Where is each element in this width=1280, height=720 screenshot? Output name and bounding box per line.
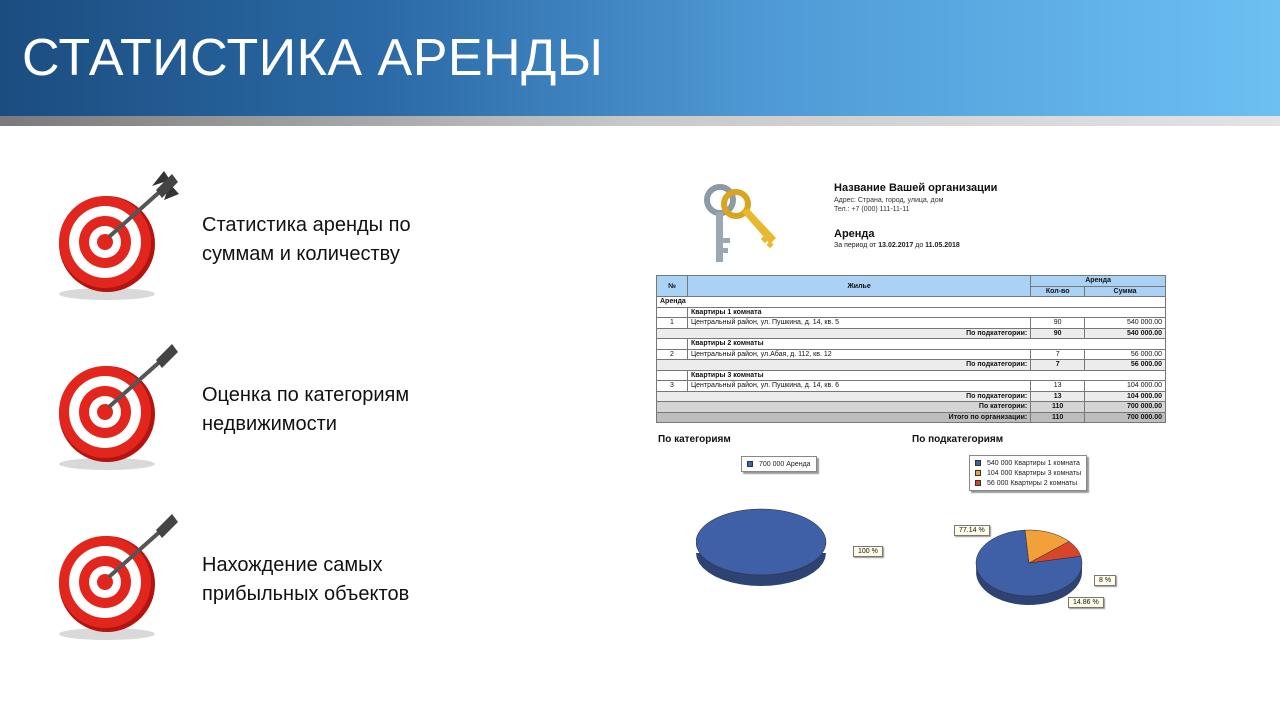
row-address: Центральный район, ул. Пушкина, д. 14, кв. 5	[687, 318, 1030, 329]
col-sum: Сумма	[1085, 286, 1166, 297]
legend-categories	[741, 456, 817, 472]
pie-chart-categories	[696, 500, 896, 630]
pie-chart-subcategories	[966, 515, 1136, 625]
bullet-line: суммам и количеству	[202, 243, 400, 265]
period-prefix: За период от	[834, 242, 877, 249]
group-row	[657, 307, 1166, 318]
data-label: 77.14 %	[954, 525, 990, 536]
report-period	[834, 242, 960, 249]
legend-item	[747, 459, 811, 469]
date-to: 11.05.2018	[925, 242, 960, 249]
legend-swatch	[975, 460, 981, 466]
report-title: Аренда	[834, 228, 875, 240]
row-num: 1	[657, 318, 688, 329]
group-name: Квартиры 2 комнаты	[687, 339, 1165, 350]
subtotal-sum: 56 000.00	[1085, 360, 1166, 371]
row-sum: 540 000.00	[1085, 318, 1166, 329]
org-name: Название Вашей организации	[834, 182, 998, 194]
row-num: 2	[657, 349, 688, 360]
rent-report	[656, 170, 1168, 630]
bullet-line: Оценка по категориям	[202, 384, 410, 406]
subtotal-row	[657, 360, 1166, 371]
target-dart-icon	[52, 166, 192, 306]
bullet-line: Статистика аренды по	[202, 214, 411, 236]
chart-title-subcategories: По подкатегориям	[912, 434, 1004, 445]
period-mid: до	[915, 242, 924, 249]
group-name: Квартиры 3 комнаты	[687, 370, 1165, 381]
section-row	[657, 297, 1166, 308]
row-count: 7	[1031, 349, 1085, 360]
subtotal-count: 13	[1031, 391, 1085, 402]
data-label: 14.86 %	[1068, 597, 1104, 608]
slide-header	[0, 0, 1280, 116]
col-housing: Жилье	[687, 276, 1030, 297]
pie-slice	[696, 509, 826, 575]
table-row	[657, 381, 1166, 392]
header-divider	[0, 116, 1280, 126]
row-address: Центральный район, ул. Пушкина, д. 14, кв. 6	[687, 381, 1030, 392]
legend-item	[975, 478, 1081, 488]
rent-table	[656, 275, 1166, 423]
org-address: Адрес: Страна, город, улица, дом	[834, 197, 944, 204]
bullet-line: прибыльных объектов	[202, 583, 410, 605]
row-sum: 56 000.00	[1085, 349, 1166, 360]
legend-swatch	[975, 480, 981, 486]
bullet-line: недвижимости	[202, 413, 337, 435]
table-row	[657, 318, 1166, 329]
row-num: 3	[657, 381, 688, 392]
bullet-text-2	[202, 381, 502, 439]
data-label: 8 %	[1094, 575, 1116, 586]
data-label: 100 %	[853, 546, 883, 557]
category-count: 110	[1031, 402, 1085, 413]
row-count: 13	[1031, 381, 1085, 392]
table-row	[657, 349, 1166, 360]
keys-icon	[698, 178, 788, 268]
subtotal-label: По подкатегории:	[657, 328, 1031, 339]
category-label: По категории:	[657, 402, 1031, 413]
group-row	[657, 339, 1166, 350]
date-from: 13.02.2017	[878, 242, 914, 249]
col-num: №	[657, 276, 688, 297]
total-label: Итого по организации:	[657, 412, 1031, 423]
org-phone: Тел.: +7 (000) 111-11-11	[834, 206, 910, 213]
total-sum: 700 000.00	[1085, 412, 1166, 423]
legend-subcategories	[969, 455, 1087, 491]
row-count: 90	[1031, 318, 1085, 329]
total-count: 110	[1031, 412, 1085, 423]
group-name: Квартиры 1 комната	[687, 307, 1165, 318]
legend-swatch	[975, 470, 981, 476]
subtotal-count: 7	[1031, 360, 1085, 371]
bullet-text-1	[202, 211, 502, 269]
legend-label: 56 000 Квартиры 2 комнаты	[987, 479, 1078, 487]
target-dart-icon	[52, 336, 192, 476]
group-row	[657, 370, 1166, 381]
grand-total-row	[657, 412, 1166, 423]
legend-label: 104 000 Квартиры 3 комнаты	[987, 469, 1082, 477]
category-total-row	[657, 402, 1166, 413]
subtotal-row	[657, 328, 1166, 339]
legend-swatch	[747, 461, 753, 467]
col-count: Кол-во	[1031, 286, 1085, 297]
legend-item	[975, 468, 1081, 478]
section-label: Аренда	[657, 297, 1166, 308]
target-dart-icon	[52, 506, 192, 646]
subtotal-sum: 104 000.00	[1085, 391, 1166, 402]
legend-item	[975, 458, 1081, 468]
row-sum: 104 000.00	[1085, 381, 1166, 392]
legend-label: 540 000 Квартиры 1 комната	[987, 459, 1080, 467]
subtotal-label: По подкатегории:	[657, 391, 1031, 402]
subtotal-sum: 540 000.00	[1085, 328, 1166, 339]
subtotal-count: 90	[1031, 328, 1085, 339]
slide-title: СТАТИСТИКА АРЕНДЫ	[22, 29, 604, 87]
chart-title-categories: По категориям	[658, 434, 731, 445]
table-header-row	[657, 276, 1166, 287]
subtotal-row	[657, 391, 1166, 402]
bullet-text-3	[202, 551, 502, 609]
category-sum: 700 000.00	[1085, 402, 1166, 413]
row-address: Центральный район, ул.Абая, д. 112, кв. 12	[687, 349, 1030, 360]
legend-label: 700 000 Аренда	[759, 460, 811, 468]
bullet-line: Нахождение самых	[202, 554, 383, 576]
col-rent: Аренда	[1031, 276, 1166, 287]
subtotal-label: По подкатегории:	[657, 360, 1031, 371]
